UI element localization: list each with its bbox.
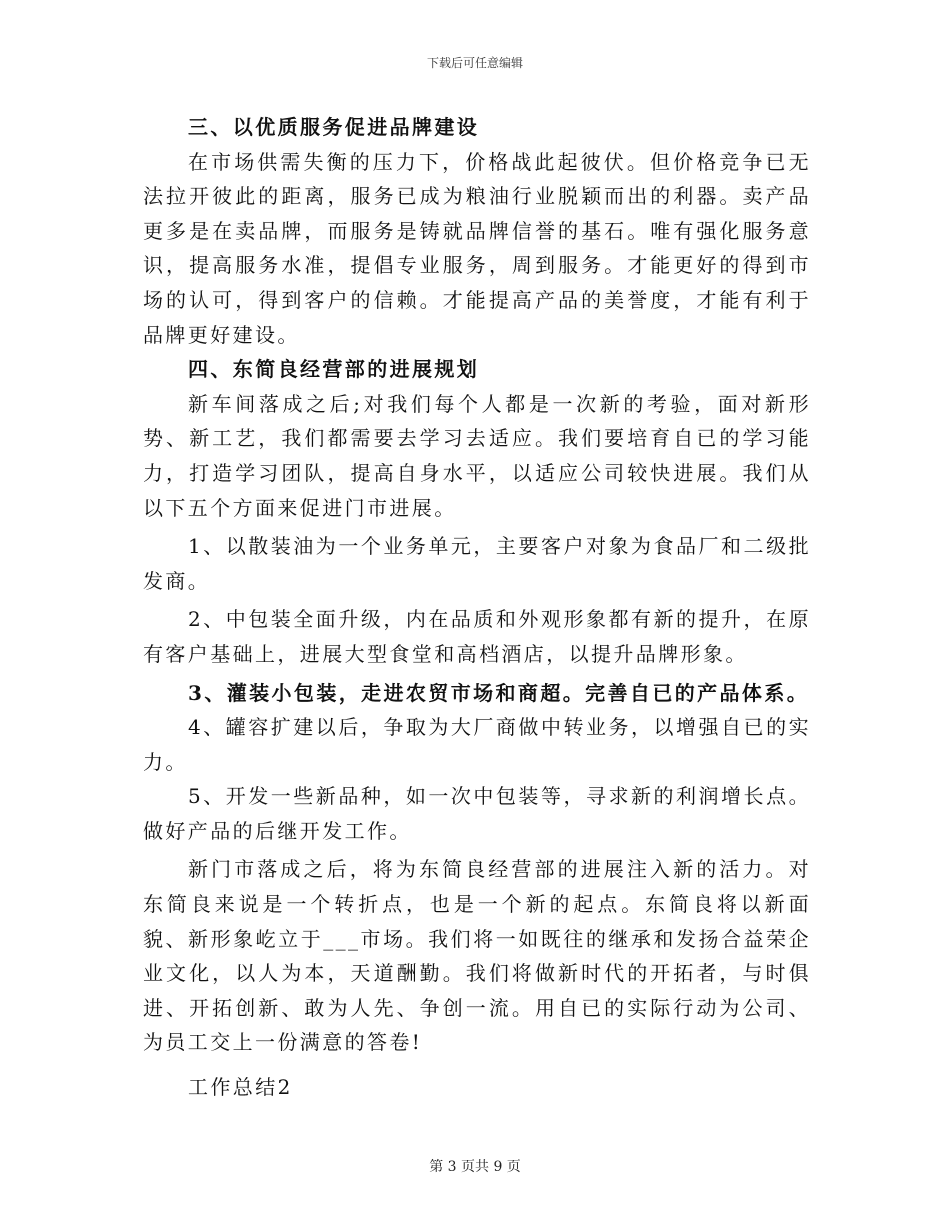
list-item-2: 2、中包装全面升级，内在品质和外观形象都有新的提升，在原有客户基础上，进展大型食堂和高档酒店，以提升品牌形象。: [143, 607, 811, 666]
paragraph-plan-intro: 新车间落成之后;对我们每个人都是一次新的考验，面对新形势、新工艺，我们都需要去学习去适应。我们要培育自已的学习能力，打造学习团队，提高自身水平，以适应公司较快进展。我们从以下五个方面来促进门市进展。: [143, 391, 811, 520]
list-item-4: 4、罐容扩建以后，争取为大厂商做中转业务，以增强自已的实力。: [143, 715, 811, 774]
header-note: 下载后可任意编辑: [426, 56, 523, 70]
paragraph-closing: 新门市落成之后，将为东简良经营部的进展注入新的活力。对东简良来说是一个转折点，也是一个新的起点。东简良将以新面貌、新形象屹立于___市场。我们将一如既往的继承和发扬合益荣企业文化，以人为本，天道酬勤。我们将做新时代的开拓者，与时俱进、开拓创新、敢为人先、争创一流。用自已的实际行动为公司、为员工交上一份满意的答卷!: [143, 857, 811, 1055]
section-heading-4: 四、东简良经营部的进展规划: [188, 357, 480, 382]
document-body: [143, 110, 811, 1105]
list-item-1: 1、以散装油为一个业务单元，主要客户对象为食品厂和二级批发商。: [143, 534, 811, 593]
list-item-5: 5、开发一些新品种，如一次中包装等，寻求新的利润增长点。做好产品的后继开发工作。: [143, 784, 811, 843]
paragraph-service: 在市场供需失衡的压力下，价格战此起彼伏。但价格竞争已无法拉开彼此的距离，服务已成为粮油行业脱颖而出的利器。卖产品更多是在卖品牌，而服务是铸就品牌信誉的基石。唯有强化服务意识，提高服务水准，提倡专业服务，周到服务。才能更好的得到市场的认可，得到客户的信赖。才能提高产品的美誉度，才能有利于品牌更好建设。: [143, 149, 811, 347]
next-section-title: 工作总结2: [188, 1075, 293, 1100]
page-number: 第 3 页共 9 页: [429, 1159, 521, 1175]
section-heading-3: 三、以优质服务促进品牌建设: [188, 115, 480, 139]
list-item-3: 3、灌装小包装，走进农贸市场和商超。完善自已的产品体系。: [188, 680, 810, 705]
